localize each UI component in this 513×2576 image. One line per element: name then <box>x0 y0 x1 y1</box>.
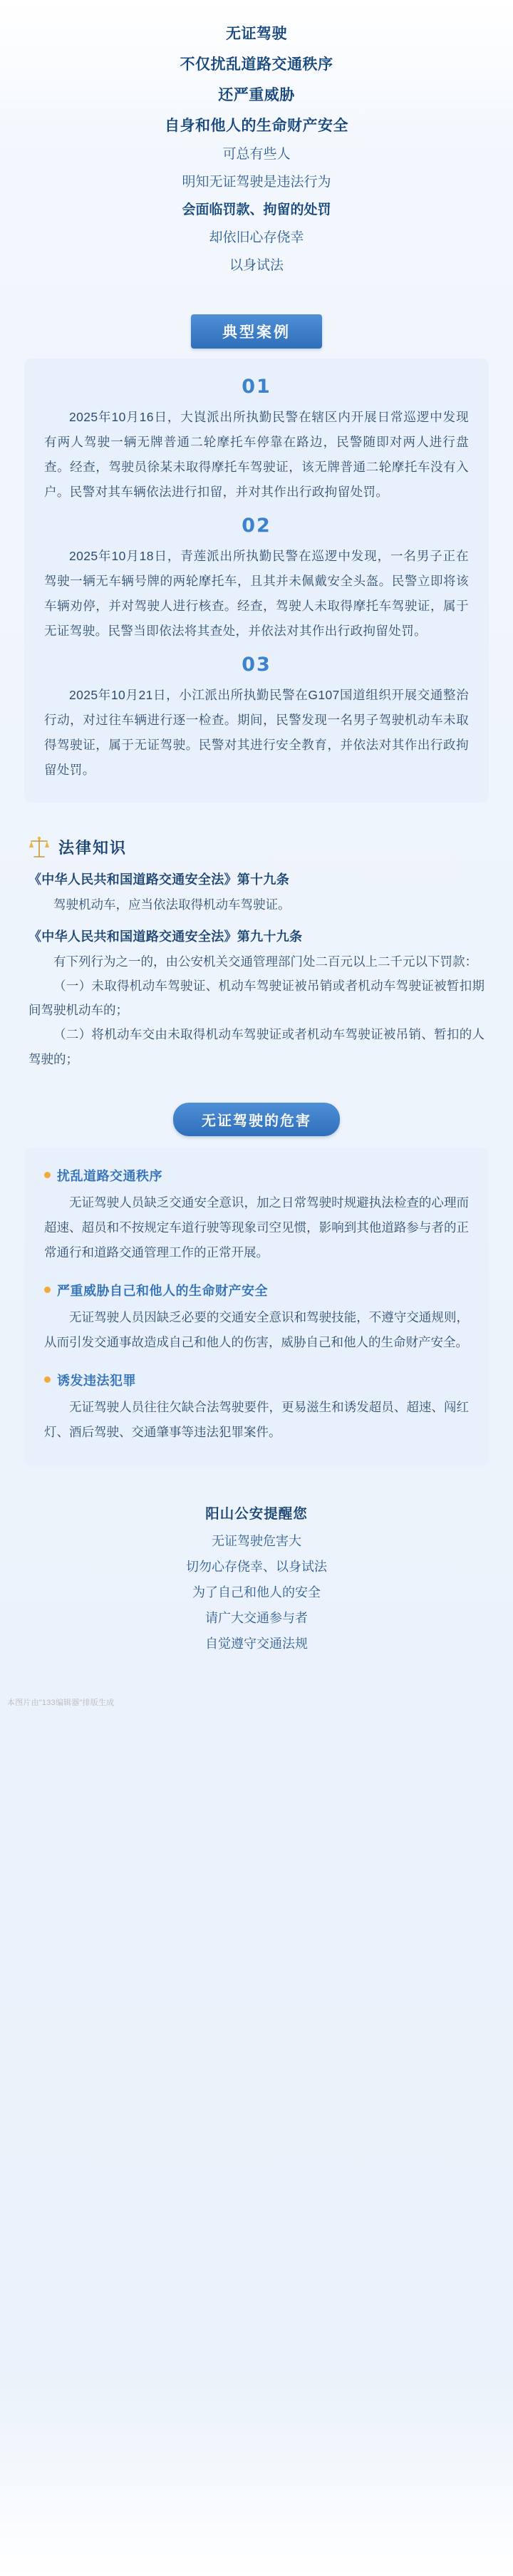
harm-item-2-title: 严重威胁自己和他人的生命财产安全 <box>57 1283 268 1298</box>
harm-item-1-title: 扰乱道路交通秩序 <box>57 1168 162 1183</box>
balance-scale-icon <box>28 835 50 860</box>
intro-line-5: 明知无证驾驶是违法行为 <box>182 175 331 190</box>
law-clause-text-2-1: （一）未取得机动车驾驶证、机动车驾驶证被吊销或者机动车驾驶证被暂扣期间驾驶机动车的； <box>28 979 484 1018</box>
harm-item-1-title-row <box>44 1166 469 1185</box>
case-number-02 <box>44 515 469 537</box>
harm-item-3-title-row <box>44 1371 469 1389</box>
typical-cases-heading <box>0 314 513 349</box>
intro-line-8: 以身试法 <box>229 257 284 273</box>
bullet-dot-icon <box>44 1376 51 1383</box>
law-clause-text-1-0: 驾驶机动车，应当依法取得机动车驾驶证。 <box>53 897 291 912</box>
footer-line-3: 请广大交通参与者 <box>205 1610 308 1625</box>
typical-cases-card <box>24 359 489 803</box>
watermark-text: 本图片由"133编辑器"排版生成 <box>7 1698 115 1707</box>
intro-line-0: 无证驾驶 <box>226 26 287 42</box>
harm-item-2-title-row <box>44 1281 469 1299</box>
footer-line-2: 为了自己和他人的安全 <box>192 1585 321 1599</box>
footer-title: 阳山公安提醒您 <box>205 1505 308 1522</box>
case-number-03-value: 03 <box>242 653 271 676</box>
footer-line-1: 切勿心存侥幸、以身试法 <box>186 1559 327 1574</box>
harm-card <box>24 1148 489 1466</box>
case-text-03: 2025年10月21日，小江派出所执勤民警在G107国道组织开展交通整治行动，对过往车辆进行逐一检查。期间，民警发现一名男子驾驶机动车未取得驾驶证，属于无证驾驶。民警对其进行安全教育，并依法对其作出行政拘留处罚。 <box>44 687 469 777</box>
harm-banner-label: 无证驾驶的危害 <box>173 1103 340 1136</box>
intro-block <box>0 0 513 286</box>
case-number-03 <box>44 654 469 676</box>
law-knowledge-title: 法律知识 <box>58 839 128 857</box>
harm-item-1-text: 无证驾驶人员缺乏交通安全意识，加之日常驾驶时规避执法检查的心理而超速、超员和不按规定车道行驶等现象司空见惯，影响到其他道路参与者的正常通行和道路交通管理工作的正常开展。 <box>44 1195 469 1259</box>
bullet-dot-icon <box>44 1172 51 1178</box>
footer-notice <box>0 1500 513 1657</box>
harm-item-3 <box>44 1371 469 1445</box>
case-text-02: 2025年10月18日，青莲派出所执勤民警在巡逻中发现，一名男子正在驾驶一辆无车辆号牌的两轮摩托车，且其并未佩戴安全头盔。民警立即将该车辆劝停，并对驾驶人进行核查。经查，驾驶人未取得摩托车驾驶证，属于无证驾驶。民警当即依法将其查处，并依法对其作出行政拘留处罚。 <box>44 548 469 638</box>
harm-item-3-text: 无证驾驶人员往往欠缺合法驾驶要件，更易滋生和诱发超员、超速、闯红灯、酒后驾驶、交通肇事等违法犯罪案件。 <box>44 1399 469 1439</box>
intro-line-4: 可总有些人 <box>222 147 291 163</box>
footer-line-4: 自觉遵守交通法规 <box>205 1636 308 1651</box>
intro-line-7: 却依旧心存侥幸 <box>209 230 304 245</box>
harm-item-1 <box>44 1166 469 1265</box>
intro-line-6: 会面临罚款、拘留的处罚 <box>182 202 331 218</box>
intro-line-1: 不仅扰乱道路交通秩序 <box>180 56 333 73</box>
harm-item-3-title: 诱发违法犯罪 <box>57 1373 136 1388</box>
harm-item-2-text: 无证驾驶人员因缺乏必要的交通安全意识和驾驶技能，不遵守交通规则，从而引发交通事故造成自己和他人的伤害，威胁自己和他人的生命财产安全。 <box>44 1309 469 1349</box>
harm-item-2 <box>44 1281 469 1355</box>
case-number-01-value: 01 <box>242 375 271 398</box>
law-clause-text-2-0: 有下列行为之一的，由公安机关交通管理部门处二百元以上二千元以下罚款： <box>53 954 477 969</box>
harm-heading <box>0 1103 513 1136</box>
intro-line-3: 自身和他人的生命财产安全 <box>165 118 348 135</box>
bullet-dot-icon <box>44 1287 51 1293</box>
case-text-01: 2025年10月16日，大崀派出所执勤民警在辖区内开展日常巡逻中发现有两人驾驶一辆无牌普通二轮摩托车停靠在路边，民警随即对两人进行盘查。经查，驾驶员徐某未取得摩托车驾驶证，该无牌普通二轮摩托车没有入户。民警对其车辆依法进行扣留，并对其作出行政拘留处罚。 <box>44 409 469 499</box>
law-knowledge-heading <box>28 835 513 860</box>
footer-line-0: 无证驾驶危害大 <box>212 1533 301 1548</box>
case-number-02-value: 02 <box>242 514 271 537</box>
intro-line-2: 还严重威胁 <box>218 87 295 104</box>
law-clause-text-2-2: （二）将机动车交由未取得机动车驾驶证或者机动车驾驶证被吊销、暂扣的人驾驶的； <box>28 1027 484 1066</box>
law-clause-title-1: 《中华人民共和国道路交通安全法》第十九条 <box>28 872 289 887</box>
law-clause-title-2: 《中华人民共和国道路交通安全法》第九十九条 <box>28 929 303 944</box>
law-knowledge-body <box>0 870 513 1071</box>
case-number-01 <box>44 376 469 398</box>
typical-cases-ribbon-label: 典型案例 <box>191 314 322 349</box>
